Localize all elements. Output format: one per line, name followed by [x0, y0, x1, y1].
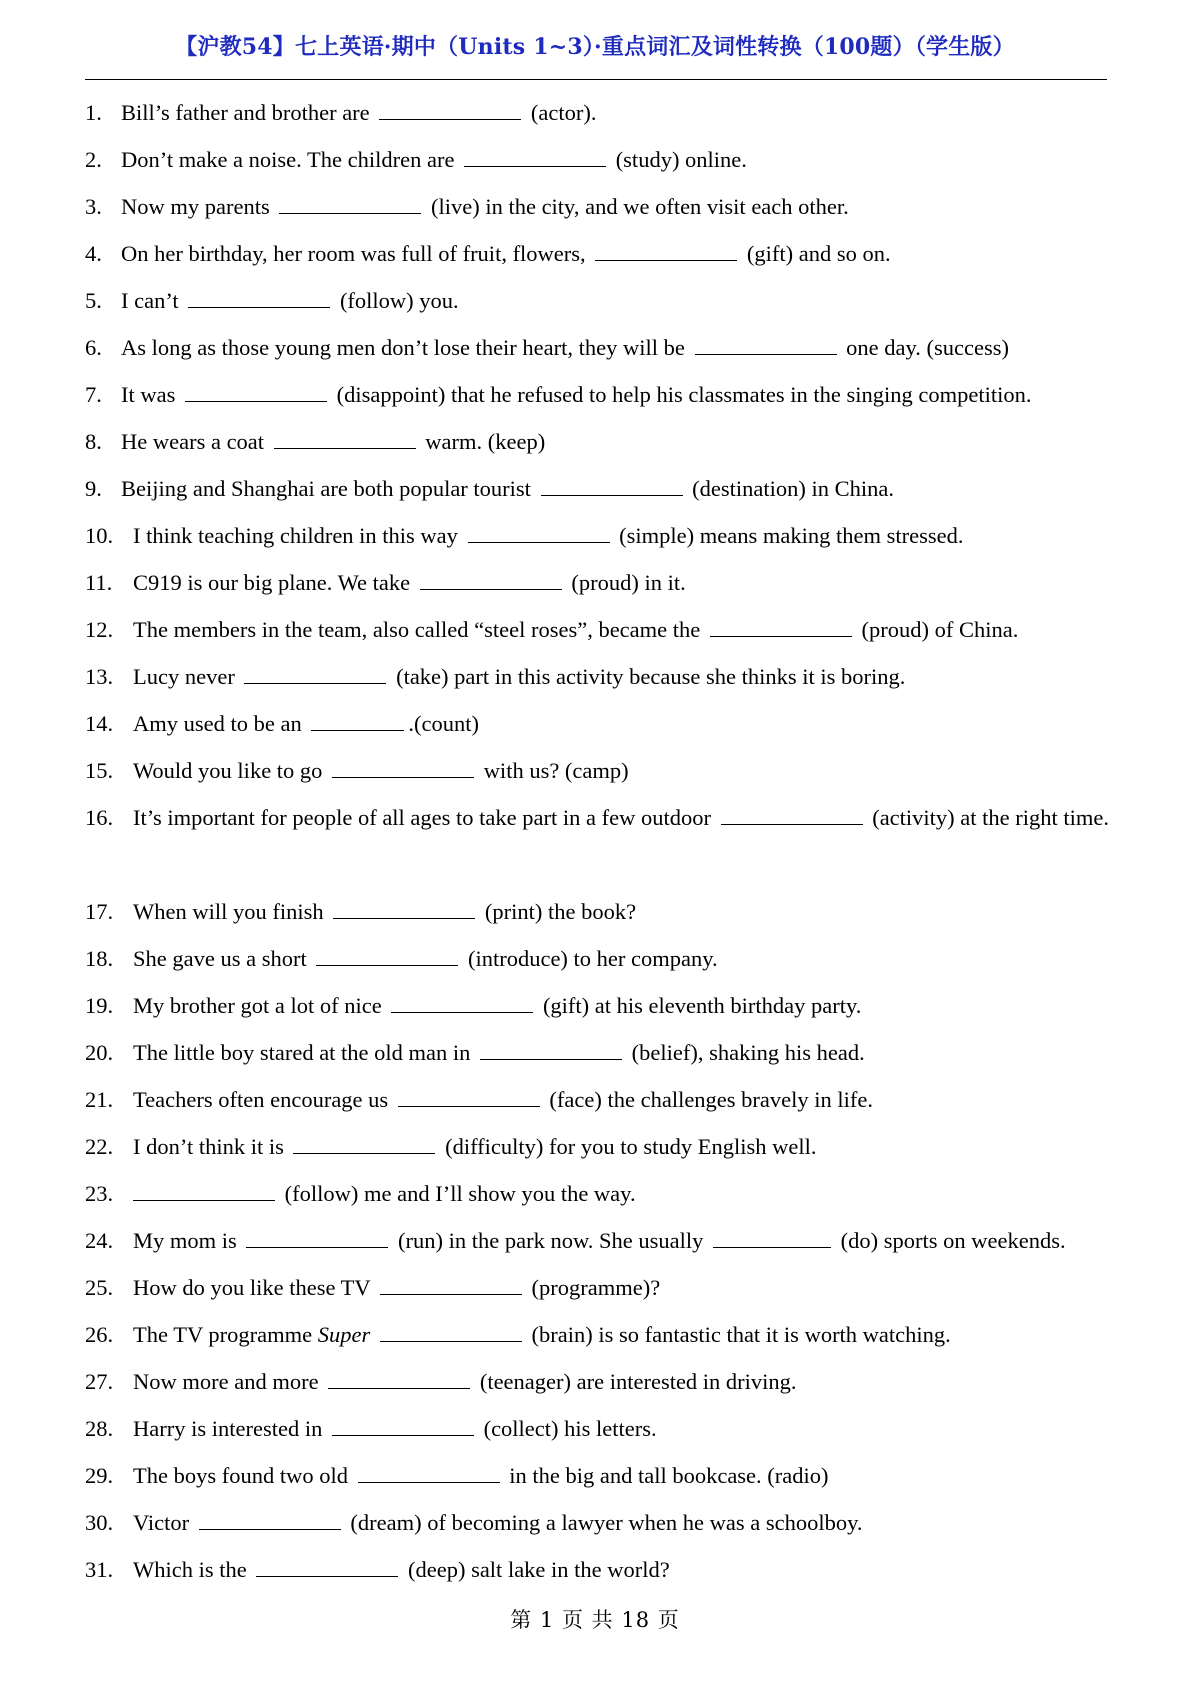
answer-blank[interactable] [358, 1464, 500, 1483]
question-text: (proud) of China. [861, 617, 1019, 642]
question-number: 1. [85, 100, 102, 125]
question-text: On her birthday, her room was full of fruit, flowers, [121, 241, 586, 266]
question-item [85, 1452, 1115, 1499]
question-number: 7. [85, 382, 102, 407]
question-text: Amy used to be an [133, 711, 302, 736]
answer-blank[interactable] [480, 1041, 622, 1060]
answer-blank[interactable] [293, 1135, 435, 1154]
question-text: Bill’s father and brother are [121, 100, 370, 125]
answer-blank[interactable] [199, 1511, 341, 1530]
question-number: 28. [85, 1416, 114, 1441]
question-text: (do) sports on weekends. [840, 1228, 1066, 1253]
question-number: 29. [85, 1463, 114, 1488]
question-text: (destination) in China. [692, 476, 895, 501]
question-text: I don’t think it is [133, 1134, 284, 1159]
question-number: 30. [85, 1510, 114, 1535]
question-item [85, 700, 1115, 747]
answer-blank[interactable] [328, 1370, 470, 1389]
question-number: 21. [85, 1087, 114, 1112]
question-text: She gave us a short [133, 946, 307, 971]
question-item [85, 747, 1115, 794]
question-text: Beijing and Shanghai are both popular tourist [121, 476, 531, 501]
question-item [85, 183, 1115, 230]
question-number: 11. [85, 570, 113, 595]
question-text: with us? (camp) [483, 758, 629, 783]
question-text: (collect) his letters. [483, 1416, 657, 1441]
question-number: 26. [85, 1322, 114, 1347]
question-number: 19. [85, 993, 114, 1018]
question-text: My mom is [133, 1228, 237, 1253]
question-text: The boys found two old [133, 1463, 348, 1488]
question-number: 2. [85, 147, 102, 172]
answer-blank[interactable] [710, 618, 852, 637]
question-number: 27. [85, 1369, 114, 1394]
question-item [85, 1029, 1115, 1076]
question-text: (gift) and so on. [746, 241, 891, 266]
question-text: My brother got a lot of nice [133, 993, 382, 1018]
question-text: (difficulty) for you to study English well. [445, 1134, 817, 1159]
question-item [85, 1405, 1115, 1452]
answer-blank[interactable] [246, 1229, 388, 1248]
answer-blank[interactable] [316, 947, 458, 966]
question-text: (activity) at the right time. [872, 805, 1110, 830]
question-number: 22. [85, 1134, 114, 1159]
question-text: I can’t [121, 288, 179, 313]
answer-blank[interactable] [379, 101, 521, 120]
question-number: 4. [85, 241, 102, 266]
question-text: The little boy stared at the old man in [133, 1040, 471, 1065]
question-text: (print) the book? [484, 899, 637, 924]
question-text: Now my parents [121, 194, 270, 219]
answer-blank[interactable] [695, 336, 837, 355]
answer-blank[interactable] [279, 195, 421, 214]
question-text: (belief), shaking his head. [631, 1040, 865, 1065]
question-number: 18. [85, 946, 114, 971]
question-number: 24. [85, 1228, 114, 1253]
question-text: (dream) of becoming a lawyer when he was a schoolboy. [350, 1510, 863, 1535]
question-number: 15. [85, 758, 114, 783]
question-text: (actor). [530, 100, 597, 125]
question-text: The TV programme [133, 1322, 313, 1347]
question-text: I think teaching children in this way [133, 523, 458, 548]
question-list [85, 89, 1115, 1593]
answer-blank[interactable] [332, 759, 474, 778]
question-text: (proud) in it. [571, 570, 686, 595]
answer-blank[interactable] [713, 1229, 831, 1248]
answer-blank[interactable] [468, 524, 610, 543]
question-text: Would you like to go [133, 758, 323, 783]
question-item [85, 653, 1115, 700]
programme-title: Super [317, 1322, 371, 1347]
question-text: (brain) is so fantastic that it is worth watching. [531, 1322, 951, 1347]
question-number: 25. [85, 1275, 114, 1300]
answer-blank[interactable] [274, 430, 416, 449]
document-title: 【沪教54】七上英语·期中（Units 1~3）·重点词汇及词性转换（100题）（学生版） [175, 34, 1015, 60]
question-text: Teachers often encourage us [133, 1087, 389, 1112]
question-item [85, 888, 1115, 935]
answer-blank[interactable] [398, 1088, 540, 1107]
question-text: Victor [133, 1510, 190, 1535]
question-item [85, 371, 1115, 418]
question-item [85, 1358, 1115, 1405]
answer-blank[interactable] [464, 148, 606, 167]
question-number: 13. [85, 664, 114, 689]
question-item [85, 512, 1115, 559]
question-text: one day. (success) [846, 335, 1009, 360]
question-item [85, 935, 1115, 982]
question-item [85, 794, 1115, 888]
question-text: (introduce) to her company. [467, 946, 718, 971]
question-number: 14. [85, 711, 114, 736]
question-item [85, 465, 1115, 512]
question-text: (deep) salt lake in the world? [407, 1557, 670, 1582]
question-text: .(count) [408, 711, 479, 736]
question-item [85, 1123, 1115, 1170]
question-item [85, 1546, 1115, 1593]
question-number: 31. [85, 1557, 114, 1582]
answer-blank[interactable] [420, 571, 562, 590]
question-text: Which is the [133, 1557, 247, 1582]
question-text: warm. (keep) [425, 429, 546, 454]
question-number: 8. [85, 429, 102, 454]
question-number: 5. [85, 288, 102, 313]
question-text: (follow) you. [339, 288, 459, 313]
question-text: He wears a coat [121, 429, 265, 454]
answer-blank[interactable] [380, 1323, 522, 1342]
question-number: 9. [85, 476, 102, 501]
answer-blank[interactable] [188, 289, 330, 308]
question-item [85, 1499, 1115, 1546]
answer-blank[interactable] [380, 1276, 522, 1295]
question-text: Harry is interested in [133, 1416, 323, 1441]
question-text: As long as those young men don’t lose their heart, they will be [121, 335, 685, 360]
question-text: Now more and more [133, 1369, 319, 1394]
answer-blank[interactable] [541, 477, 683, 496]
question-text: It was [121, 382, 176, 407]
question-text: (follow) me and I’ll show you the way. [284, 1181, 636, 1206]
question-number: 3. [85, 194, 102, 219]
question-item [85, 1311, 1115, 1358]
question-number: 16. [85, 805, 114, 830]
answer-blank[interactable] [332, 1417, 474, 1436]
question-text: It’s important for people of all ages to take part in a few outdoor [133, 805, 711, 830]
question-text: The members in the team, also called “steel roses”, became the [133, 617, 701, 642]
answer-blank[interactable] [391, 994, 533, 1013]
question-text: How do you like these TV [133, 1275, 371, 1300]
question-text: (gift) at his eleventh birthday party. [542, 993, 862, 1018]
question-text: (face) the challenges bravely in life. [549, 1087, 874, 1112]
answer-blank[interactable] [185, 383, 327, 402]
question-text: (programme)? [531, 1275, 661, 1300]
question-text: (take) part in this activity because she thinks it is boring. [396, 664, 906, 689]
question-text: Don’t make a noise. The children are [121, 147, 455, 172]
question-text: (live) in the city, and we often visit each other. [430, 194, 849, 219]
question-number: 23. [85, 1181, 114, 1206]
question-number: 17. [85, 899, 114, 924]
question-item [85, 1076, 1115, 1123]
answer-blank[interactable] [333, 900, 475, 919]
question-item [85, 324, 1115, 371]
question-item [85, 1264, 1115, 1311]
question-text: Lucy never [133, 664, 235, 689]
question-text: (simple) means making them stressed. [619, 523, 964, 548]
question-item [85, 559, 1115, 606]
answer-blank[interactable] [311, 712, 404, 731]
question-item [85, 1217, 1115, 1264]
question-item [85, 1170, 1115, 1217]
answer-blank[interactable] [244, 665, 386, 684]
answer-blank[interactable] [595, 242, 737, 261]
question-item [85, 418, 1115, 465]
header-divider [85, 79, 1107, 80]
question-item [85, 230, 1115, 277]
question-number: 6. [85, 335, 102, 360]
question-item [85, 136, 1115, 183]
answer-blank[interactable] [133, 1182, 275, 1201]
question-text: (teenager) are interested in driving. [479, 1369, 797, 1394]
question-number: 20. [85, 1040, 114, 1065]
question-text: (study) online. [615, 147, 747, 172]
question-item [85, 606, 1115, 653]
question-number: 12. [85, 617, 114, 642]
question-number: 10. [85, 523, 114, 548]
answer-blank[interactable] [256, 1558, 398, 1577]
question-text: C919 is our big plane. We take [133, 570, 411, 595]
question-item [85, 89, 1115, 136]
question-item [85, 277, 1115, 324]
page-footer: 第 1 页 共 18 页 [510, 1608, 680, 1632]
question-item [85, 982, 1115, 1029]
question-text: (disappoint) that he refused to help his classmates in the singing competition. [336, 382, 1032, 407]
question-text: in the big and tall bookcase. (radio) [509, 1463, 829, 1488]
question-text: When will you finish [133, 899, 324, 924]
question-text: (run) in the park now. She usually [398, 1228, 704, 1253]
answer-blank[interactable] [721, 806, 863, 825]
